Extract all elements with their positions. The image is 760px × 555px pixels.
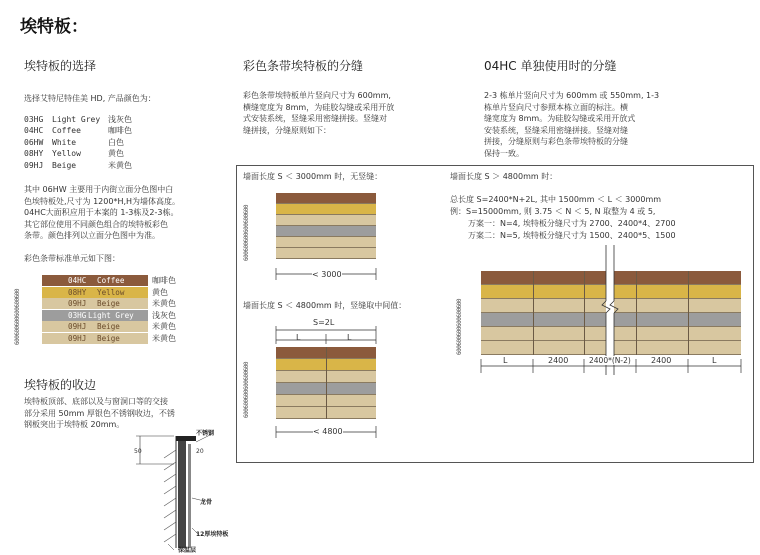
case2-dim-text: < 4800 bbox=[313, 427, 343, 436]
strip-swatch: 09HJ Beige bbox=[42, 333, 148, 344]
case2-L-left: L bbox=[296, 333, 301, 342]
case2-strip bbox=[276, 347, 376, 419]
case3-dim-middle: 2400*(N-2) bbox=[589, 356, 631, 365]
color-row: 08HY Yellow 黄色 bbox=[24, 149, 124, 159]
strip-swatch: 08HY Yellow bbox=[42, 287, 148, 298]
strip-label: 咖啡色 bbox=[152, 276, 176, 285]
case1-dimension: 600600600600600600 bbox=[243, 204, 250, 261]
dim-50: 50 bbox=[134, 448, 142, 455]
strip-label: 米黄色 bbox=[152, 333, 176, 343]
heading-joints: 彩色条带埃特板的分缝 bbox=[243, 59, 364, 73]
case3-dim-2400b: 2400 bbox=[651, 356, 672, 365]
strip-label: 黄色 bbox=[152, 287, 168, 297]
case3-dim-L-right: L bbox=[712, 356, 717, 365]
case3-dimension: 600600600600600600 bbox=[456, 298, 463, 355]
label-insulation: 保温层 bbox=[178, 547, 197, 554]
label-board: 12厚埃特板 bbox=[196, 531, 229, 538]
color-row: 06HW White 白色 bbox=[24, 137, 124, 147]
strip-unit bbox=[42, 275, 242, 345]
label-stainless: 不锈钢 bbox=[196, 430, 215, 437]
joints-paragraph: 彩色条带埃特板单片竖向尺寸为 600mm, 横缝宽度为 8mm，为硅胶勾缝或采用开放 式安装系统，竖缝采用密缝拼接。竖缝对 缝拼接，分缝原则如下： bbox=[243, 91, 395, 135]
intro-text: 选择艾特尼特佳美 HD, 产品颜色为： bbox=[24, 94, 156, 103]
case2-label: 墙面长度 S ＜ 4800mm 时，竖缝取中间值： bbox=[243, 301, 407, 310]
color-row: 03HG Light Grey 浅灰色 bbox=[24, 115, 132, 124]
case2-dimension: 600600600600600600 bbox=[243, 361, 250, 418]
strip-dimension: 600600600600600600 bbox=[14, 288, 21, 345]
case1-dim-text: < 3000 bbox=[312, 270, 342, 279]
case3-label: 墙面长度 S ＞ 4800mm 时： bbox=[450, 172, 558, 181]
04hc-paragraph: 2-3 栋单片竖向尺寸为 600mm 或 550mm, 1-3 栋单片竖向尺寸参照本栋立面的标注。横 缝宽度为 8mm。为硅胶勾缝或采用开放式 安装系统，竖缝采用密缝拼接。竖缝对缝 拼接，分缝原则与彩色条带埃特板的分缝 保持一致。 bbox=[484, 91, 660, 158]
case3-formula: 总长度 S=2400*N+2L, 其中 1500mm ＜ L ＜ 3000mm 例：S=15000mm, 则 3.75 ＜ N ＜ 5, N 取整为 4 或 5, 万案一：N=4, 埃特板分缝尺寸为 2700、2400*4、2700 万案二：N=5, 埃特板分缝尺寸为 1500、2400*5、1500 bbox=[450, 195, 676, 240]
label-keel: 龙骨 bbox=[200, 499, 213, 506]
case1-strip bbox=[276, 193, 376, 259]
strip-label: 米黄色 bbox=[152, 299, 176, 308]
color-list bbox=[24, 114, 214, 171]
edging-paragraph: 埃特板顶部、底部以及与窗洞口等的交接 部分采用 50mm 厚银色不锈钢收边，不锈 钢板突出于埃特板 20mm。 bbox=[24, 397, 175, 429]
page-title: 埃特板： bbox=[20, 17, 88, 37]
heading-selection: 埃特板的选择 bbox=[24, 59, 97, 73]
case3-dim-L-left: L bbox=[503, 356, 508, 365]
strip-caption: 彩色条带标准单元如下图： bbox=[24, 254, 120, 263]
heading-edging: 埃特板的收边 bbox=[24, 378, 97, 392]
color-row: 09HJ Beige 米黄色 bbox=[24, 160, 132, 170]
strip-label: 浅灰色 bbox=[152, 310, 176, 320]
strip-swatch: 03HG Light Grey bbox=[42, 310, 148, 321]
case3-dim-2400a: 2400 bbox=[548, 356, 569, 365]
case1-label: 墙面长度 S ＜ 3000mm 时，无竖缝： bbox=[243, 172, 383, 181]
strip-label: 米黄色 bbox=[152, 322, 176, 331]
strip-swatch: 09HJ Beige bbox=[42, 321, 148, 332]
case2-s2l: S=2L bbox=[313, 318, 335, 327]
heading-04hc: 04HC 单独使用时的分缝 bbox=[484, 59, 617, 73]
case2-L-right: L bbox=[347, 333, 352, 342]
dim-20: 20 bbox=[196, 448, 204, 455]
strip-swatch: 04HC Coffee bbox=[42, 275, 148, 286]
selection-paragraph: 其中 06HW 主要用于内街立面分色图中白 色埃特板处,尺寸为 1200*H,H为墙体高度。 04HC大面积应用于本案的 1-3栋及2-3栋。 其它部位使用不同颜色组合的埃特板彩色 条带。颜色排列以立面分色图中为准。 bbox=[24, 185, 181, 240]
case2-top-dims bbox=[272, 326, 382, 346]
strip-swatch: 09HJ Beige bbox=[42, 298, 148, 309]
color-row: 04HC Coffee 咖啡色 bbox=[24, 126, 132, 136]
